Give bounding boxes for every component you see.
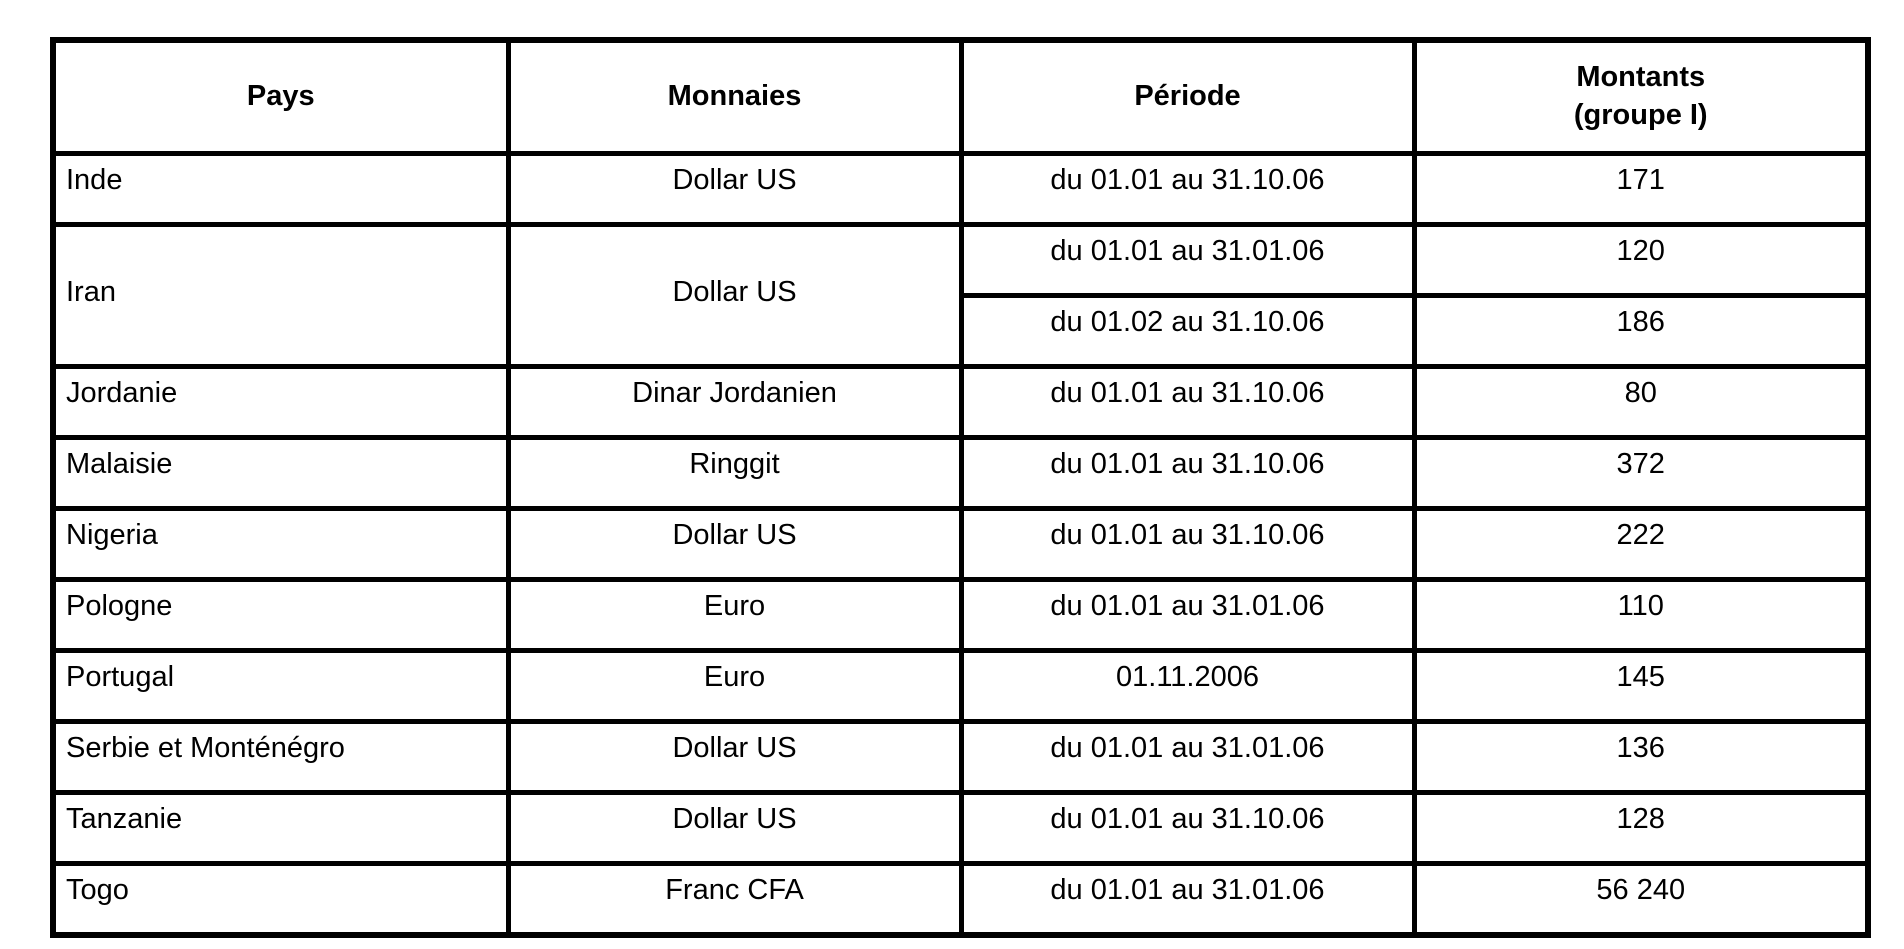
header-row (53, 40, 1868, 154)
cell-currency: Dollar US (508, 793, 961, 864)
cell-currency: Dollar US (508, 722, 961, 793)
table-row (53, 651, 1868, 722)
cell-period: du 01.01 au 31.10.06 (961, 509, 1414, 580)
cell-country: Jordanie (53, 367, 508, 438)
cell-currency: Franc CFA (508, 864, 961, 936)
cell-amount: 80 (1414, 367, 1868, 438)
cell-period: du 01.01 au 31.01.06 (961, 580, 1414, 651)
table-row (53, 367, 1868, 438)
header-period: Période (961, 40, 1414, 154)
cell-amount: 222 (1414, 509, 1868, 580)
cell-country: Iran (53, 225, 508, 367)
table-row (53, 864, 1868, 936)
cell-period: 01.11.2006 (961, 651, 1414, 722)
cell-currency: Dollar US (508, 509, 961, 580)
table-row (53, 225, 1868, 296)
header-country: Pays (53, 40, 508, 154)
cell-amount: 372 (1414, 438, 1868, 509)
table-row (53, 580, 1868, 651)
cell-country: Pologne (53, 580, 508, 651)
cell-country: Malaisie (53, 438, 508, 509)
table-row (53, 793, 1868, 864)
table-row (53, 438, 1868, 509)
cell-amount: 56 240 (1414, 864, 1868, 936)
cell-period: du 01.01 au 31.01.06 (961, 864, 1414, 936)
header-amount (1414, 40, 1868, 154)
cell-amount: 128 (1414, 793, 1868, 864)
cell-country: Serbie et Monténégro (53, 722, 508, 793)
cell-country: Portugal (53, 651, 508, 722)
header-amount-line2: (groupe I) (1573, 99, 1708, 131)
cell-period: du 01.01 au 31.01.06 (961, 225, 1414, 296)
cell-currency: Euro (508, 651, 961, 722)
rates-table (50, 37, 1871, 938)
cell-period: du 01.01 au 31.10.06 (961, 154, 1414, 225)
cell-currency: Euro (508, 580, 961, 651)
cell-period: du 01.02 au 31.10.06 (961, 296, 1414, 367)
cell-amount: 136 (1414, 722, 1868, 793)
cell-country: Togo (53, 864, 508, 936)
cell-period: du 01.01 au 31.10.06 (961, 793, 1414, 864)
cell-amount: 171 (1414, 154, 1868, 225)
cell-country: Tanzanie (53, 793, 508, 864)
cell-period: du 01.01 au 31.10.06 (961, 367, 1414, 438)
cell-period: du 01.01 au 31.10.06 (961, 438, 1414, 509)
cell-amount: 186 (1414, 296, 1868, 367)
cell-amount: 120 (1414, 225, 1868, 296)
header-amount-line1: Montants (1576, 61, 1706, 93)
cell-currency: Dollar US (508, 154, 961, 225)
cell-country: Inde (53, 154, 508, 225)
cell-currency: Dollar US (508, 225, 961, 367)
cell-amount: 110 (1414, 580, 1868, 651)
table-row (53, 509, 1868, 580)
cell-period: du 01.01 au 31.01.06 (961, 722, 1414, 793)
cell-currency: Dinar Jordanien (508, 367, 961, 438)
cell-amount: 145 (1414, 651, 1868, 722)
header-currency: Monnaies (508, 40, 961, 154)
cell-currency: Ringgit (508, 438, 961, 509)
cell-country: Nigeria (53, 509, 508, 580)
table-row (53, 154, 1868, 225)
table-row (53, 722, 1868, 793)
